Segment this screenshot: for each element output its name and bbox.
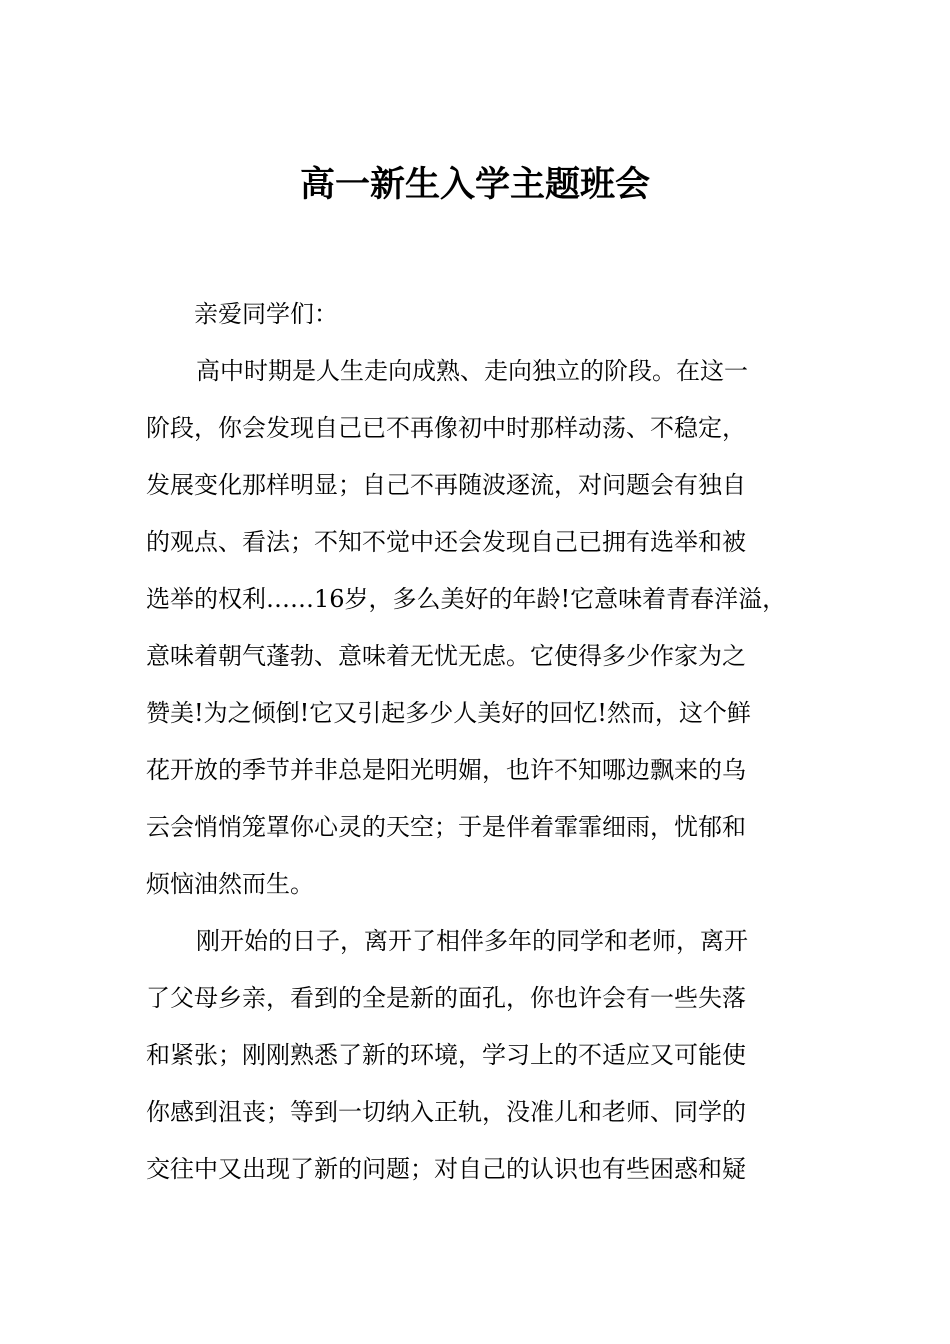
paragraph-1-line-9: 云会悄悄笼罩你心灵的天空；于是伴着霏霏细雨，忧郁和 bbox=[146, 813, 746, 841]
paragraph-2-line-1: 刚开始的日子，离开了相伴多年的同学和老师，离开 bbox=[196, 927, 748, 955]
paragraph-1-line-4: 的观点、看法；不知不觉中还会发现自己已拥有选举和被 bbox=[146, 528, 746, 556]
paragraph-1-line-5: 选举的权利……16岁，多么美好的年龄!它意味着青春洋溢， bbox=[146, 585, 787, 613]
paragraph-1-line-1: 高中时期是人生走向成熟、走向独立的阶段。在这一 bbox=[196, 357, 748, 385]
paragraph-1-line-10: 烦恼油然而生。 bbox=[146, 870, 314, 898]
paragraph-1-line-8: 花开放的季节并非总是阳光明媚，也许不知哪边飘来的乌 bbox=[146, 756, 746, 784]
paragraph-2-line-5: 交往中又出现了新的问题；对自己的认识也有些困惑和疑 bbox=[146, 1155, 746, 1183]
paragraph-2-line-2: 了父母乡亲，看到的全是新的面孔，你也许会有一些失落 bbox=[146, 984, 746, 1012]
salutation: 亲爱同学们： bbox=[194, 300, 338, 328]
paragraph-1-line-7: 赞美!为之倾倒!它又引起多少人美好的回忆!然而，这个鲜 bbox=[146, 699, 751, 727]
paragraph-1-line-3: 发展变化那样明显；自己不再随波逐流，对问题会有独自 bbox=[146, 471, 746, 499]
paragraph-1-line-2: 阶段，你会发现自己已不再像初中时那样动荡、不稳定， bbox=[146, 414, 746, 442]
paragraph-2-line-4: 你感到沮丧；等到一切纳入正轨，没准儿和老师、同学的 bbox=[146, 1098, 746, 1126]
paragraph-1-line-6: 意味着朝气蓬勃、意味着无忧无虑。它使得多少作家为之 bbox=[146, 642, 746, 670]
document-title: 高一新生入学主题班会 bbox=[299, 164, 650, 205]
paragraph-2-line-3: 和紧张；刚刚熟悉了新的环境，学习上的不适应又可能使 bbox=[146, 1041, 746, 1069]
